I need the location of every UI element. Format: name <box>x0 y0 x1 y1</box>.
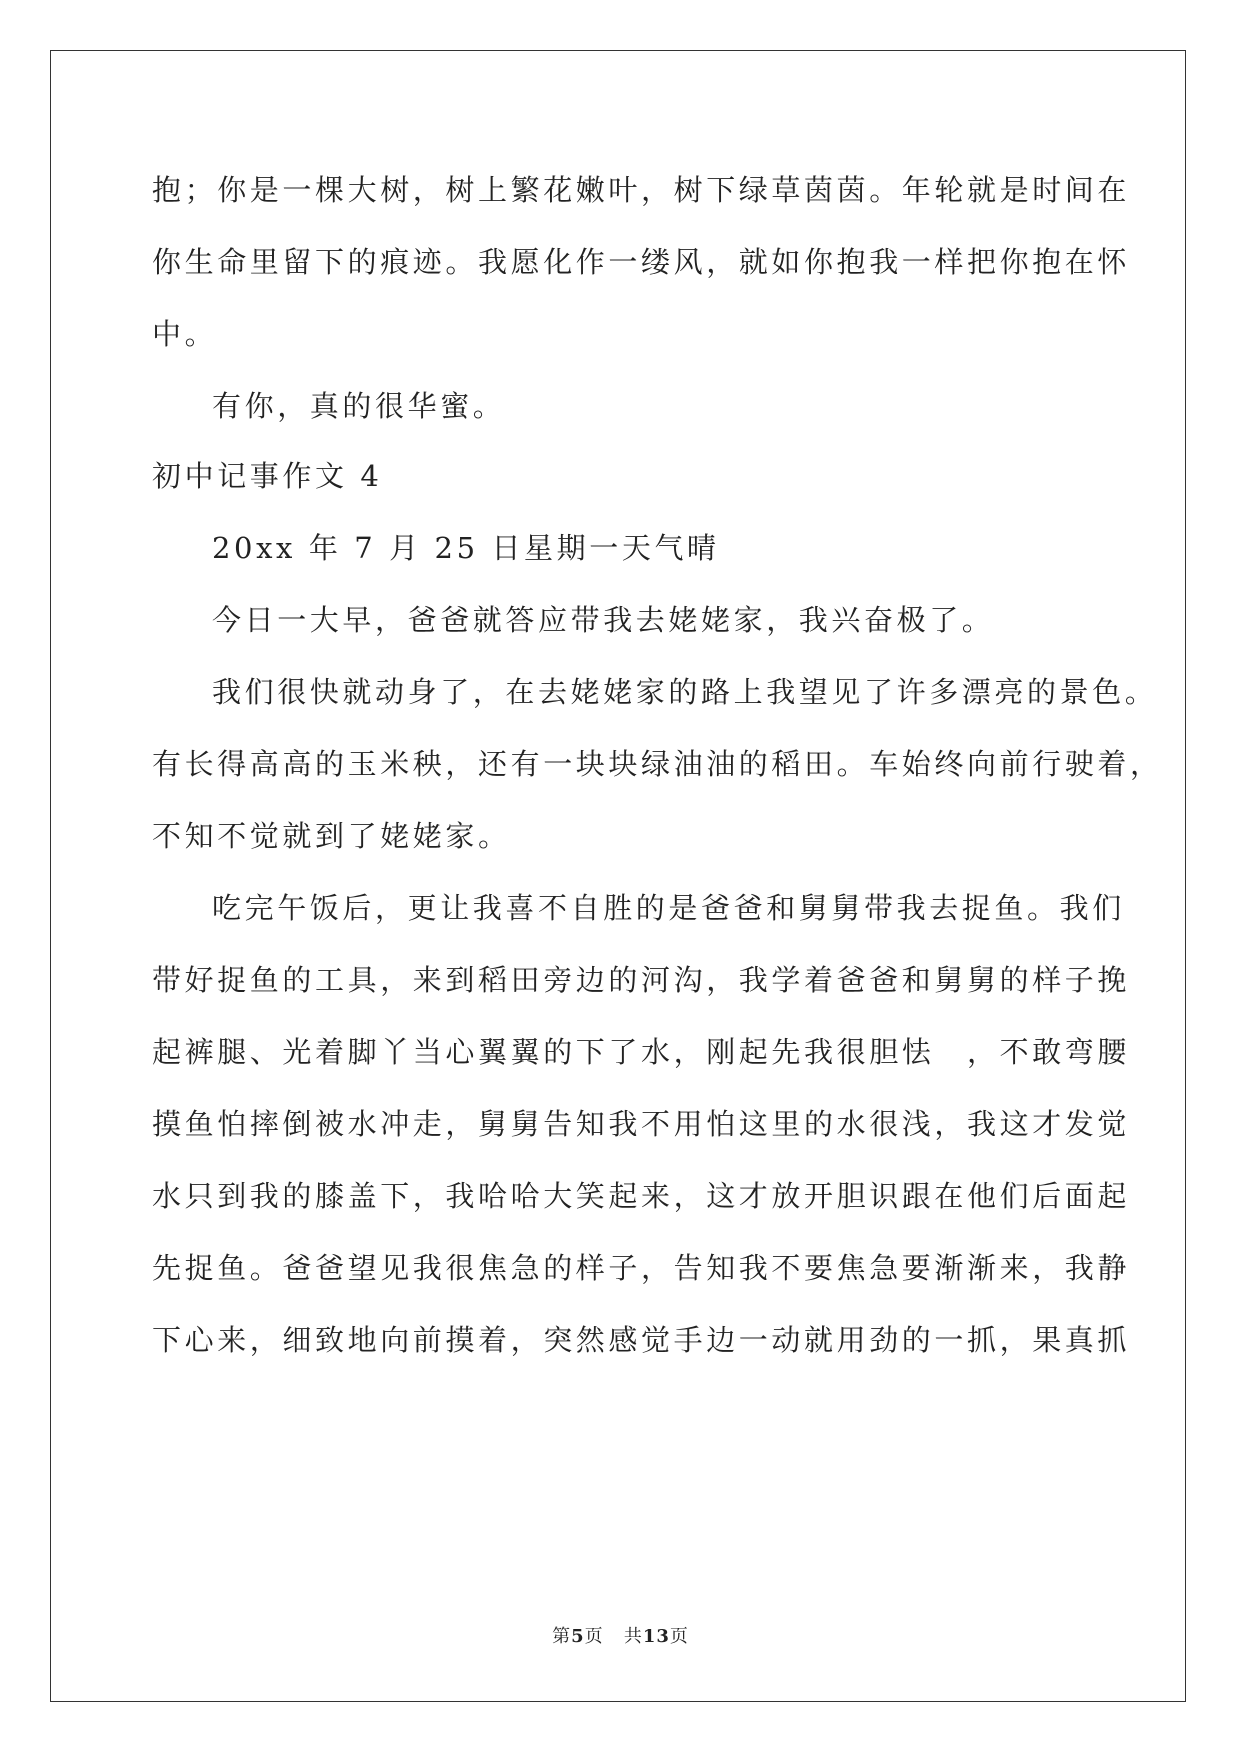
current-page-number: 5 <box>571 1626 585 1647</box>
body-line: 今日一大早，爸爸就答应带我去姥姥家，我兴奋极了。 <box>212 603 995 637</box>
body-line: 摸鱼怕摔倒被水冲走，舅舅告知我不用怕这里的水很浅，我这才发觉 <box>152 1107 1131 1141</box>
footer-prefix: 第 <box>552 1626 572 1647</box>
section-heading: 初中记事作文 4 <box>152 459 383 493</box>
footer-page-word: 页 <box>584 1626 604 1647</box>
page-border <box>50 50 1186 1702</box>
footer-total-prefix: 共 <box>623 1626 643 1647</box>
body-line: 水只到我的膝盖下，我哈哈大笑起来，这才放开胆识跟在他们后面起 <box>152 1179 1131 1213</box>
body-line: 我们很快就动身了，在去姥姥家的路上我望见了许多漂亮的景色。 <box>212 675 1158 709</box>
body-line: 带好捉鱼的工具，来到稻田旁边的河沟，我学着爸爸和舅舅的样子挽 <box>152 963 1131 997</box>
body-line: 起裤腿、光着脚丫当心翼翼的下了水，刚起先我很胆怯 ，不敢弯腰 <box>152 1035 1131 1069</box>
body-line: 有长得高高的玉米秧，还有一块块绿油油的稻田。车始终向前行驶着， <box>152 747 1163 781</box>
footer-total-suffix: 页 <box>669 1626 689 1647</box>
body-line: 吃完午饭后，更让我喜不自胜的是爸爸和舅舅带我去捉鱼。我们 <box>212 891 1125 925</box>
body-line: 中。 <box>152 317 218 351</box>
body-line: 抱；你是一棵大树，树上繁花嫩叶，树下绿草茵茵。年轮就是时间在 <box>152 173 1131 207</box>
body-line: 先捉鱼。爸爸望见我很焦急的样子，告知我不要焦急要渐渐来，我静 <box>152 1251 1131 1285</box>
body-line: 不知不觉就到了姥姥家。 <box>152 819 511 853</box>
total-page-count: 13 <box>642 1626 670 1647</box>
diary-date-line: 20xx 年 7 月 25 日星期一天气晴 <box>212 531 720 565</box>
body-line: 有你，真的很华蜜。 <box>212 389 506 423</box>
body-line: 你生命里留下的痕迹。我愿化作一缕风，就如你抱我一样把你抱在怀 <box>152 245 1131 279</box>
body-line: 下心来，细致地向前摸着，突然感觉手边一动就用劲的一抓，果真抓 <box>152 1323 1131 1357</box>
page-footer <box>0 1625 1241 1649</box>
